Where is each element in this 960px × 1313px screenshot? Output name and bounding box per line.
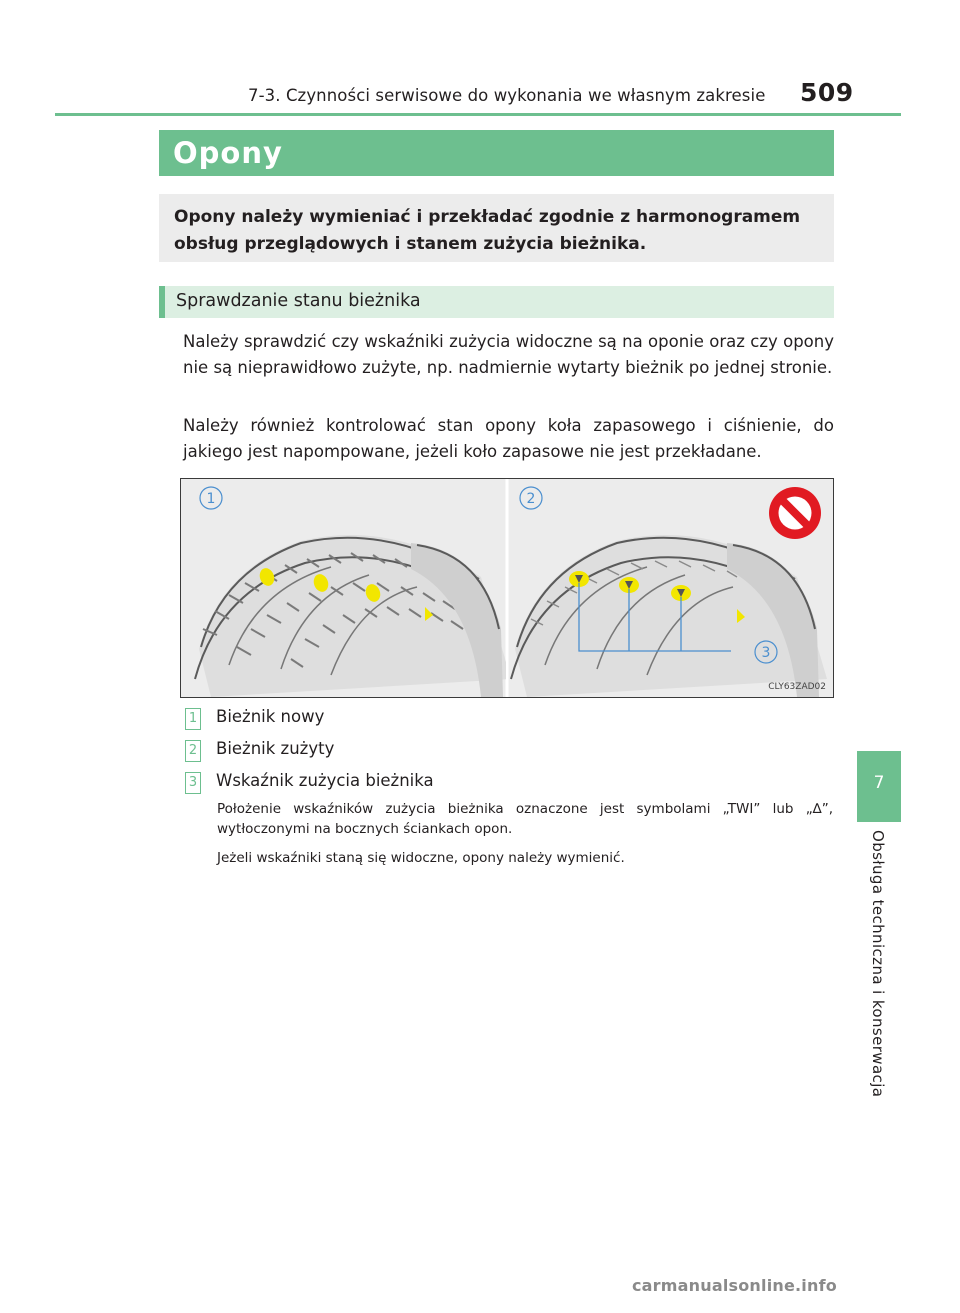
- note-replace: Jeżeli wskaźniki staną się widoczne, opony należy wymienić.: [217, 850, 625, 866]
- subsection-accent: [159, 286, 165, 318]
- tyre-figure: [180, 478, 834, 698]
- page-header-title: 7-3. Czynności serwisowe do wykonania we własnym zakresie: [248, 86, 766, 105]
- section-title: Opony: [173, 136, 283, 170]
- chapter-label: Obsługa techniczna i konserwacja: [869, 830, 887, 1098]
- header-rule: [55, 113, 901, 116]
- legend-label-2: Bieżnik zużyty: [216, 739, 335, 758]
- callout-3: 3: [761, 645, 771, 661]
- chapter-number: 7: [873, 773, 885, 793]
- page-number: 509: [800, 78, 854, 107]
- chapter-tab: [857, 751, 901, 822]
- legend-number-2: 2: [185, 740, 201, 762]
- chapter-label-wrap: [857, 830, 901, 1110]
- figure-code: CLY63ZAD02: [768, 682, 826, 692]
- callout-2: 2: [526, 491, 536, 507]
- legend-number-3: 3: [185, 772, 201, 794]
- callout-1: 1: [206, 491, 216, 507]
- intro-box: [159, 194, 834, 262]
- paragraph-spare-tyre: Należy również kontrolować stan opony koła zapasowego i ciśnienie, do jakiego jest napompowane, jeżeli koło zapasowe nie jest przekładane.: [183, 416, 834, 461]
- section-title-bar: [159, 130, 834, 176]
- legend-label-1: Bieżnik nowy: [216, 707, 325, 726]
- prohibited-icon: [769, 487, 821, 539]
- note-twi-location: Położenie wskaźników zużycia bieżnika oznaczone jest symbolami „TWI” lub „∆”, wytłoczonymi na bocznych ściankach opon.: [217, 801, 833, 837]
- subsection-bar: [159, 286, 834, 318]
- tyre-illustration: [181, 479, 833, 697]
- legend-label-3: Wskaźnik zużycia bieżnika: [216, 771, 434, 790]
- legend-number-1: 1: [185, 708, 201, 730]
- intro-text: Opony należy wymieniać i przekładać zgodnie z harmonogramem obsług przeglądowych i stanem zużycia bieżnika.: [174, 207, 801, 254]
- subsection-title: Sprawdzanie stanu bieżnika: [176, 291, 421, 311]
- paragraph-check-indicators: Należy sprawdzić czy wskaźniki zużycia widoczne są na oponie oraz czy opony nie są nieprawidłowo zużyte, np. nadmiernie wytarty bieżnik po jednej stronie.: [183, 332, 834, 377]
- watermark: carmanualsonline.info: [632, 1276, 837, 1295]
